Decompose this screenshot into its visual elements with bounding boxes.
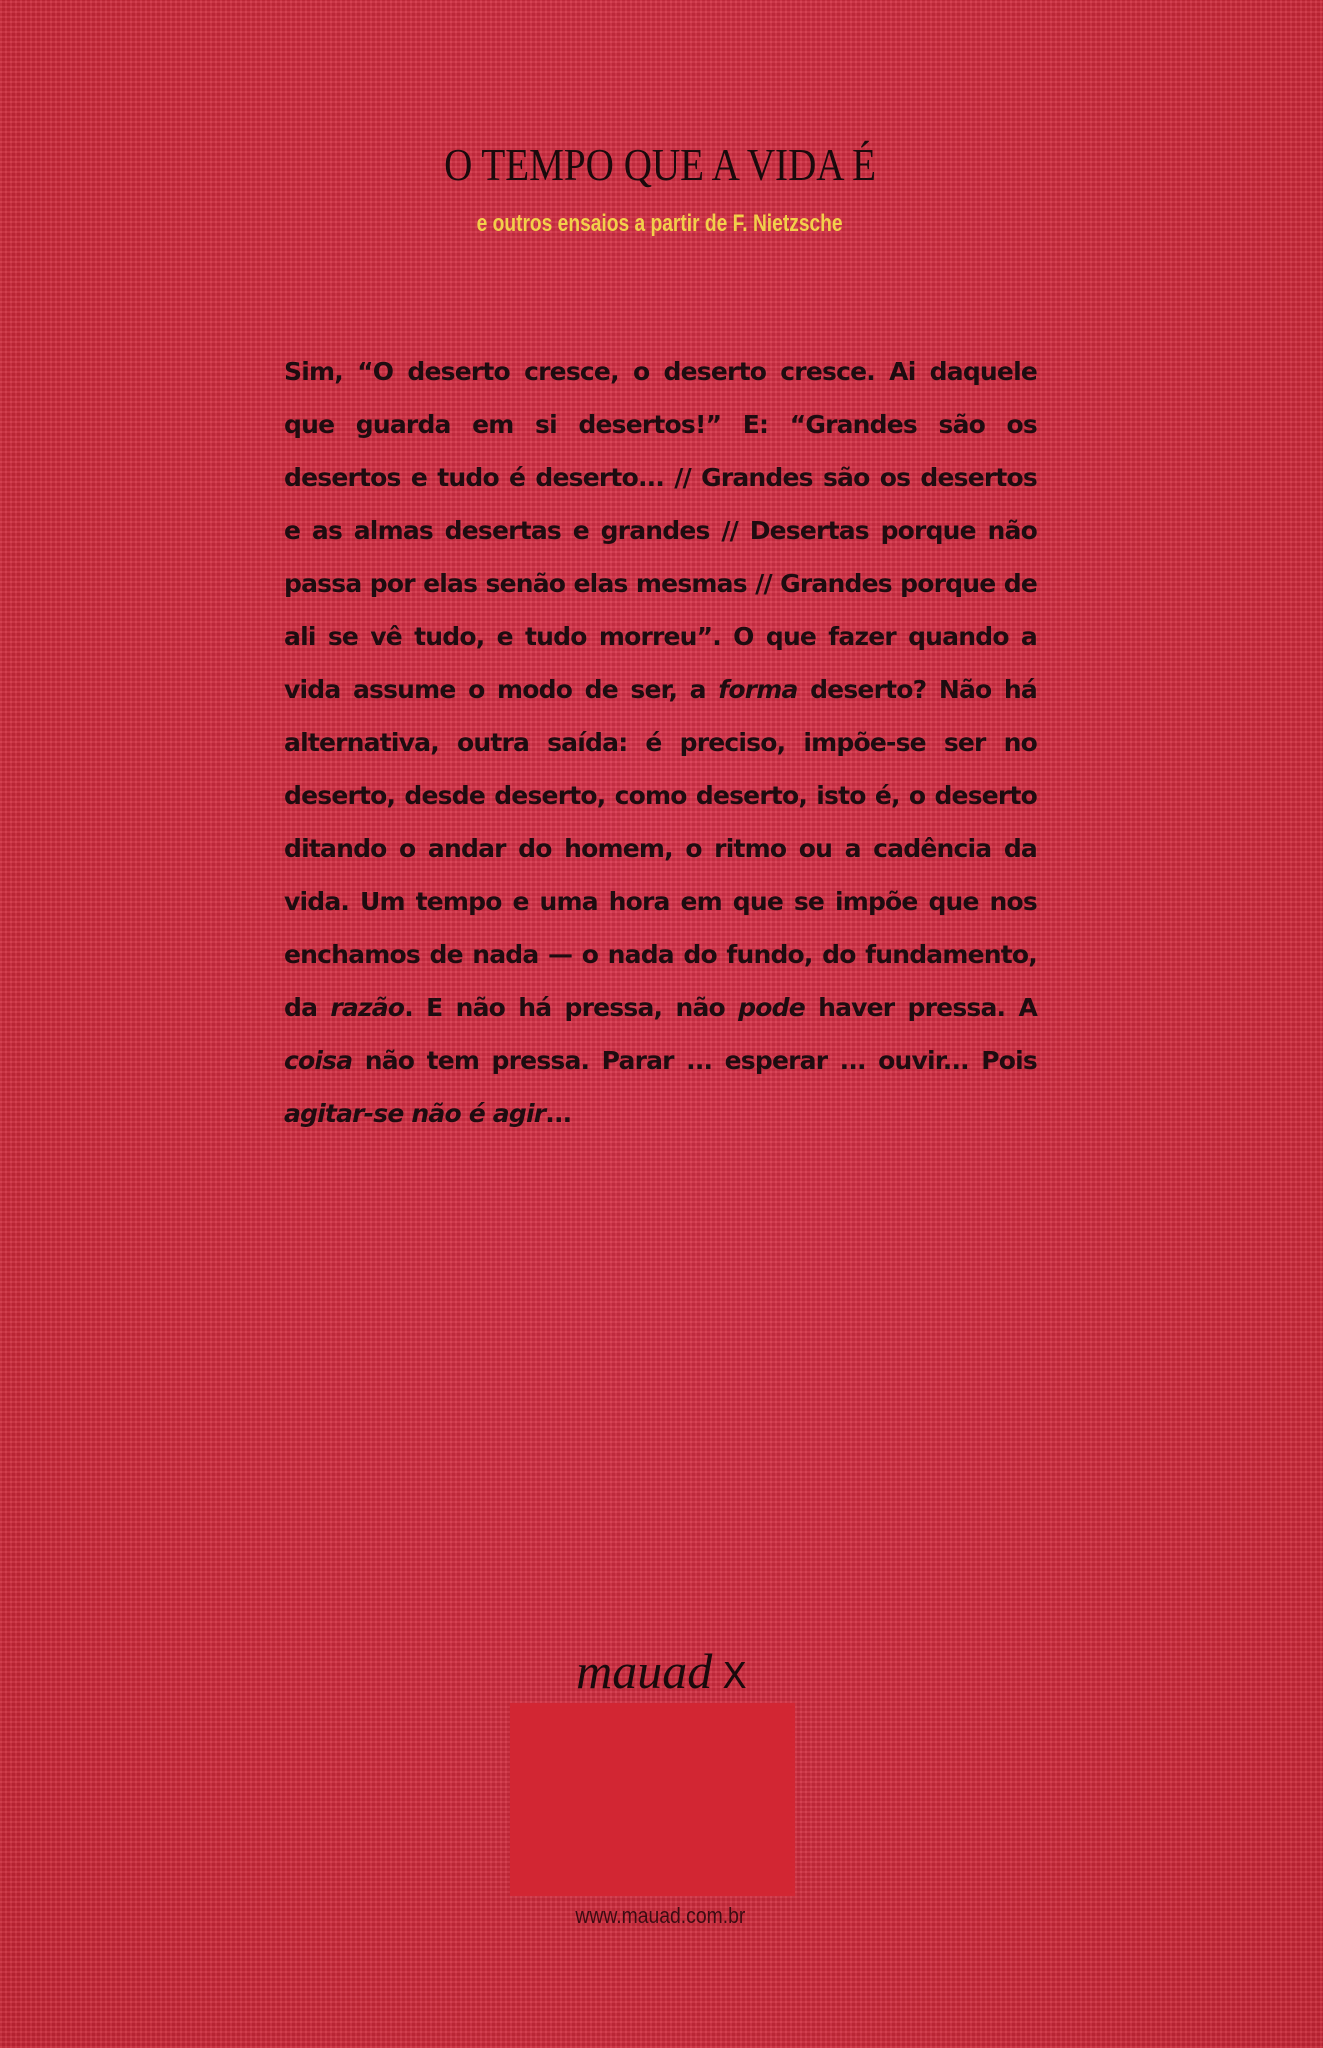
book-title: O TEMPO QUE A VIDA É	[444, 139, 877, 190]
blurb-emphasis: razão	[330, 993, 405, 1022]
barcode-area	[510, 1703, 795, 1896]
publisher-logo-script: mauad	[576, 1643, 713, 1699]
publisher-website: www.mauad.com.br	[575, 1903, 746, 1928]
blurb-segment: . E não há pressa, não	[404, 993, 739, 1022]
publisher-logo	[0, 1642, 1323, 1700]
blurb-segment: haver pressa. A	[804, 993, 1038, 1022]
blurb-segment: deserto? Não há alternativa, outra saída: é preciso, impõe-se ser no deserto, desde deserto, como deserto, isto é, o deserto ditando o andar do homem, o ritmo ou a cadência da vida. Um tempo e uma hora em que se impõe que nos enchamos de nada — o nada do fundo, do fundamento, da	[284, 675, 1037, 1022]
blurb-emphasis: forma	[718, 675, 798, 704]
blurb-emphasis: agitar-se não é agir	[284, 1099, 546, 1128]
blurb-segment: não tem pressa. Parar ... esperar ... ouvir... Pois	[352, 1046, 1037, 1075]
blurb-emphasis: coisa	[284, 1046, 353, 1075]
blurb-segment: Sim, “O deserto cresce, o deserto cresce. Ai daquele que guarda em si desertos!” E: “Grandes são os desertos e tudo é deserto... // Grandes são os desertos e as almas desertas e grandes // Desertas porque não passa por elas senão elas mesmas // Grandes porque de ali se vê tudo, e tudo morreu”. O que fazer quando a vida assume o modo de ser, a	[284, 357, 1037, 704]
blurb-segment: ...	[545, 1099, 572, 1128]
book-subtitle: e outros ensaios a partir de F. Nietzsche	[476, 210, 843, 237]
blurb-emphasis: pode	[738, 993, 805, 1022]
blurb-text	[284, 345, 1037, 1140]
publisher-logo-mark: X	[722, 1656, 747, 1697]
